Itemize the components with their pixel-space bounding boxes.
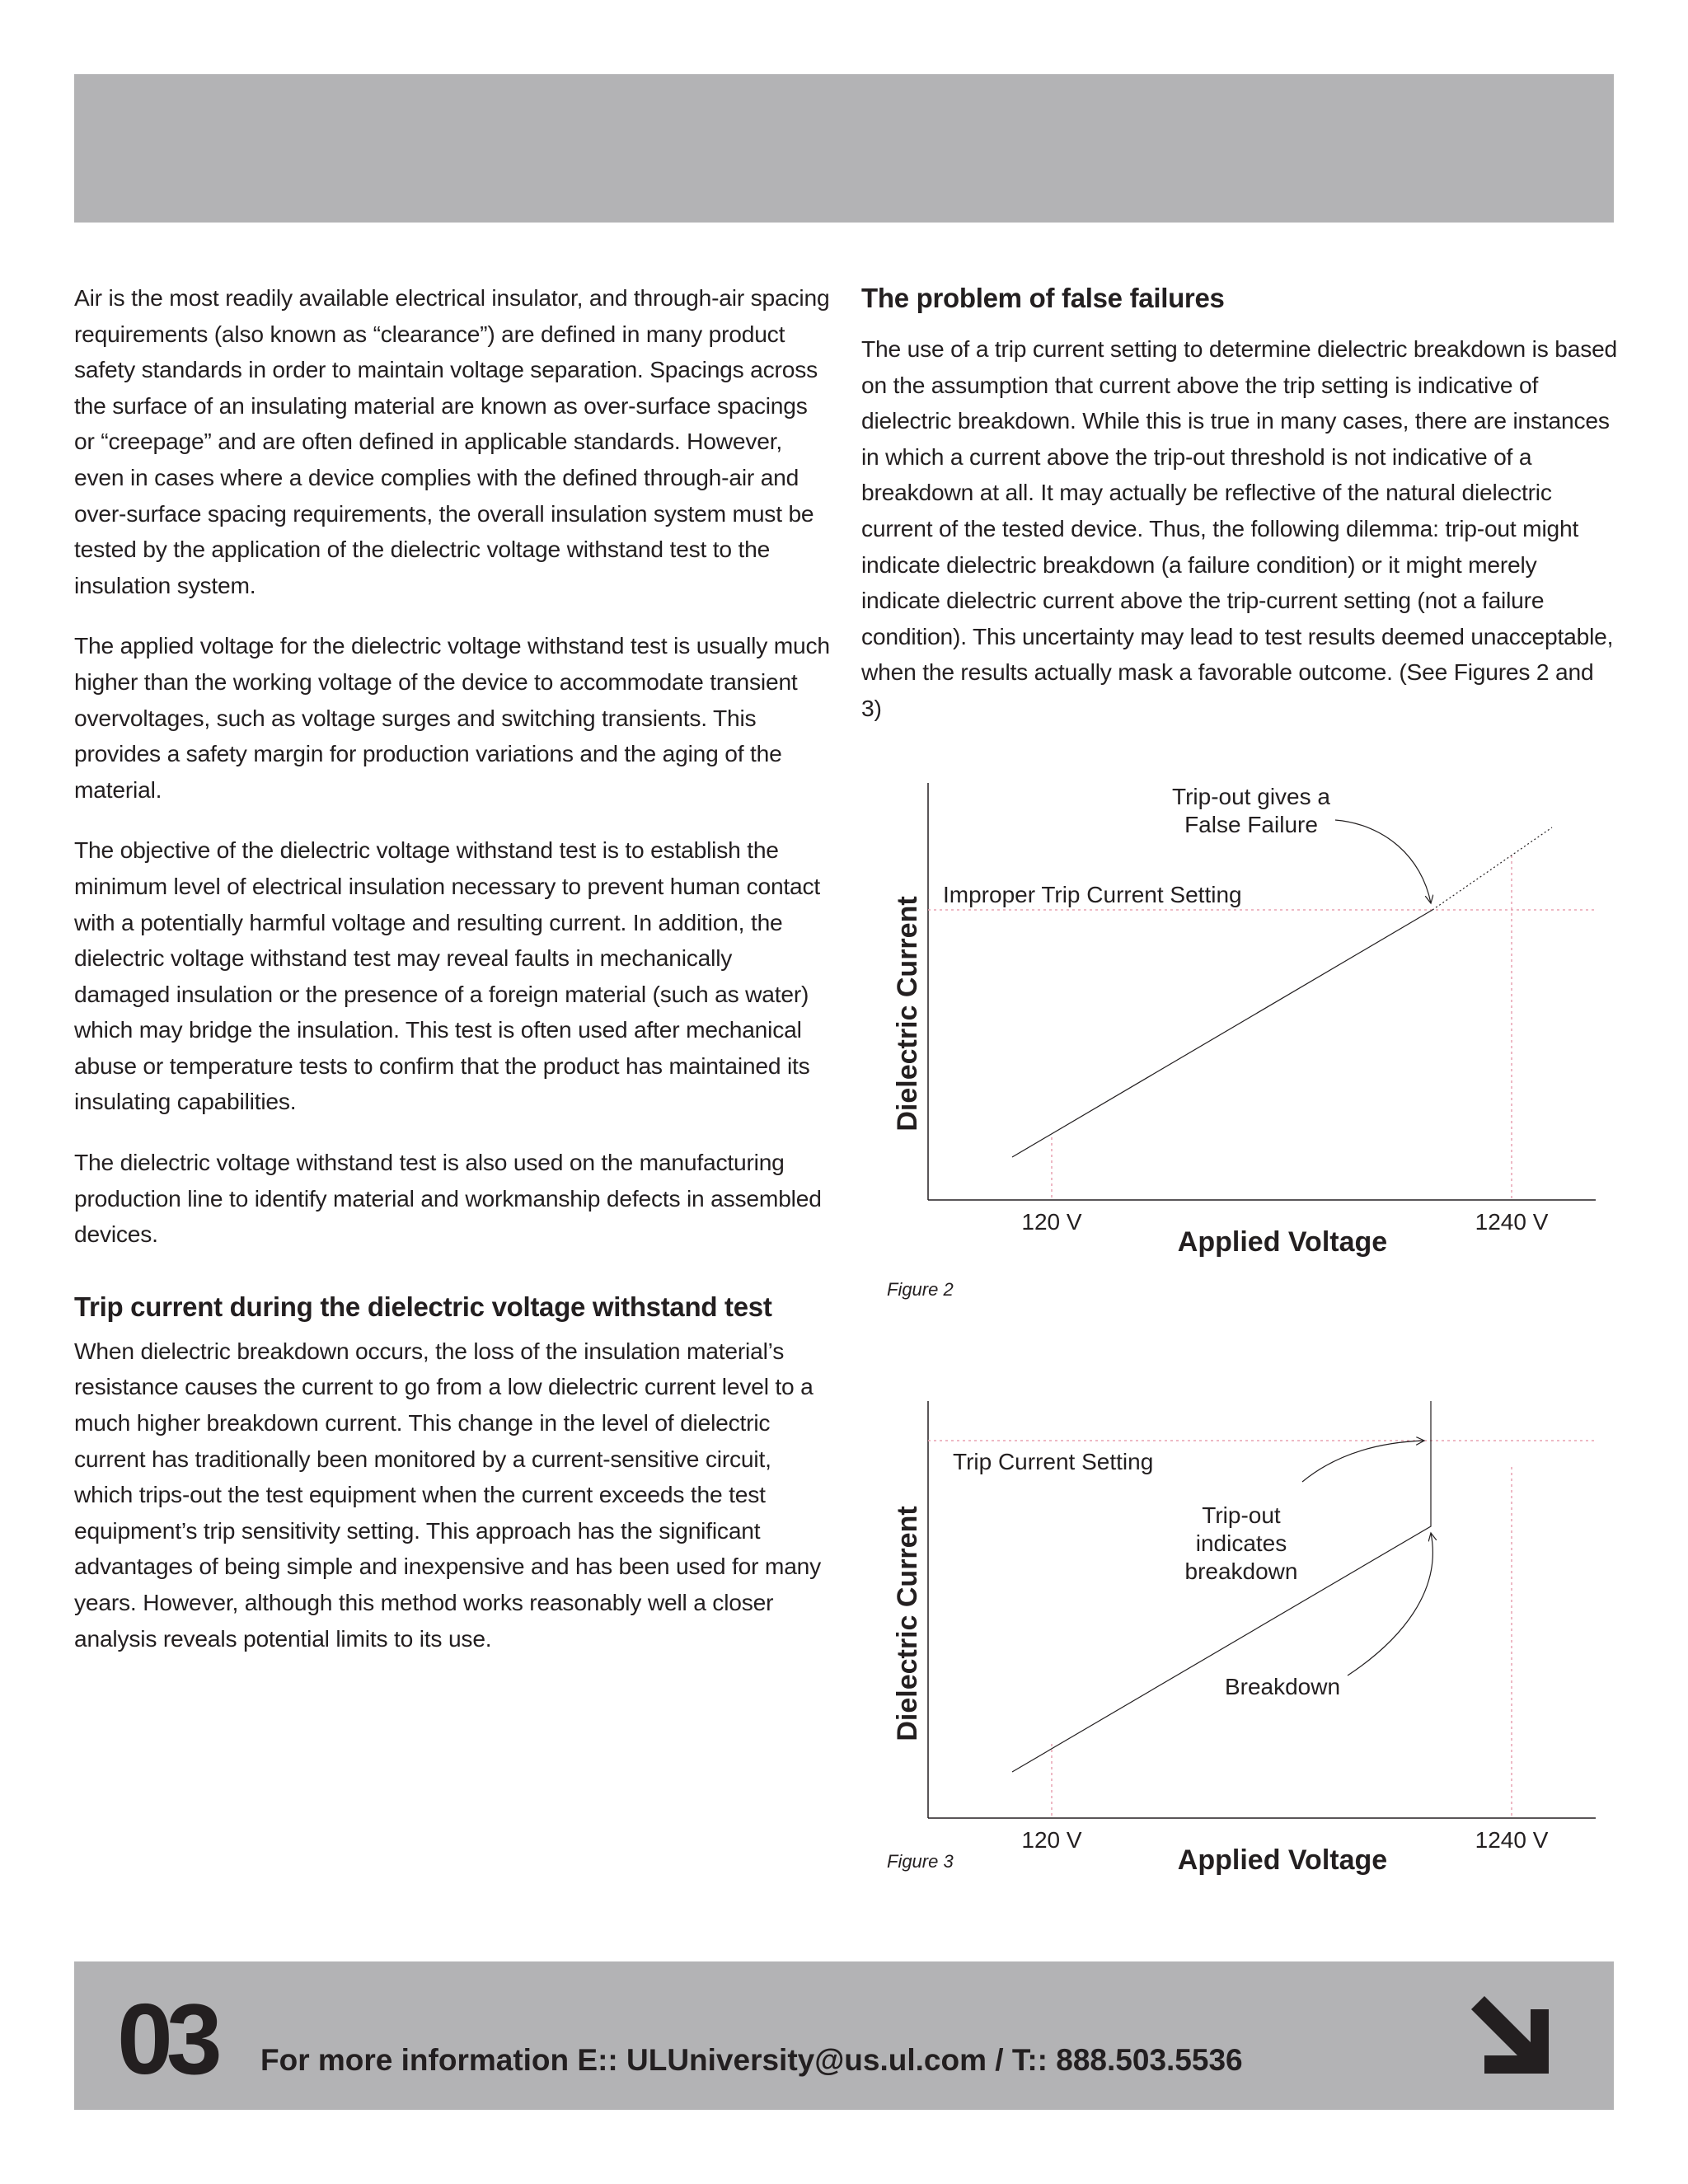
- contact-info: For more information E:: ULUniversity@us.ul.com / T:: 888.503.5536: [260, 2043, 1243, 2077]
- paragraph-false-failures: The use of a trip current setting to determine dielectric breakdown is based on the assumption that current above the trip setting is indicative of dielectric breakdown. While this is true in many cases, there are instances in which a current above the trip-out threshold is not indicative of a breakdown at all. It may actually be reflective of the natural dielectric current of the tested device. Thus, the following dilemma: trip-out might indicate dielectric breakdown (a failure condition) or it might merely indicate dielectric current above the trip-current setting (not a failure condition). This uncertainty may lead to test results deemed unacceptable, when the results actually mask a favorable outcome. (See Figures 2 and 3): [861, 335, 1618, 721]
- x-tick-120v: 120 V: [1021, 1827, 1082, 1853]
- section-heading-false-failures: The problem of false failures: [861, 283, 1225, 313]
- arrow-down-right-icon: [1471, 1996, 1554, 2079]
- y-axis-label: Dielectric Current: [892, 1506, 923, 1741]
- y-axis-label: Dielectric Current: [892, 896, 923, 1132]
- paragraph-clearance: Air is the most readily available electrical insulator, and through-air spacing requirements (also known as “clearance”) are defined in many product safety standards in order to maintain voltage separation. Spacings across the surface of an insulating material are known as over-surface spacings or “creepage” and are often defined in applicable standards. However, even in cases where a device complies with the defined through-air and over-surface spacing requirements, the overall insulation system must be tested by the application of the dielectric voltage withstand test to the insulation system.: [74, 284, 830, 598]
- left-column: [74, 280, 832, 1657]
- annotation-line-3: breakdown: [1184, 1558, 1298, 1584]
- figure-3-chart: [874, 1385, 1615, 1879]
- figure-caption: Figure 2: [887, 1279, 954, 1300]
- paragraph-applied-voltage: The applied voltage for the dielectric voltage withstand test is usually much higher than the working voltage of the device to accommodate transient overvoltages, such as voltage surges and switching transients. This provides a safety margin for production variations and the aging of the material.: [74, 632, 830, 803]
- annotation-line-2: False Failure: [1184, 812, 1318, 837]
- figure-2-chart: [874, 766, 1615, 1310]
- header-band: [74, 74, 1614, 223]
- dielectric-current-line: [1012, 910, 1432, 1157]
- section-heading-trip-current: Trip current during the dielectric voltage withstand test: [74, 1291, 772, 1322]
- right-column: [861, 280, 1620, 727]
- annotation-line-1: Trip-out gives a: [1172, 784, 1330, 809]
- threshold-label: Improper Trip Current Setting: [943, 882, 1242, 907]
- threshold-label: Trip Current Setting: [953, 1449, 1154, 1474]
- trip-out-arrow: [1302, 1441, 1424, 1482]
- breakdown-arrow: [1348, 1533, 1432, 1675]
- x-tick-120v: 120 V: [1021, 1209, 1082, 1235]
- x-tick-1240v: 1240 V: [1475, 1209, 1549, 1235]
- figure-caption: Figure 3: [887, 1851, 954, 1872]
- annotation-line-2: indicates: [1195, 1530, 1287, 1556]
- footer-band: [74, 1961, 1614, 2110]
- x-axis-label: Applied Voltage: [1177, 1844, 1388, 1876]
- page-number: 03: [117, 1983, 216, 2095]
- paragraph-trip-current: When dielectric breakdown occurs, the loss of the insulation material’s resistance causes the current to go from a low dielectric current level to a much higher breakdown current. This change in the level of dielectric current has traditionally been monitored by a current-sensitive circuit, which trips-out the test equipment when the current exceeds the test equipment’s trip sensitivity setting. This approach has the significant advantages of being simple and inexpensive and has been used for many years. However, although this method works reasonably well a closer analysis reveals potential limits to its use.: [74, 1337, 822, 1652]
- breakdown-label: Breakdown: [1224, 1674, 1341, 1699]
- paragraph-objective: The objective of the dielectric voltage withstand test is to establish the minimum level of electrical insulation necessary to prevent human contact with a potentially harmful voltage and resulting current. In addition, the dielectric voltage withstand test may reveal faults in mechanically damaged insulation or the presence of a foreign material (such as water) which may bridge the insulation. This test is often used after mechanical abuse or temperature tests to confirm that the product has maintained its insulating capabilities.: [74, 837, 821, 1115]
- paragraph-production-line: The dielectric voltage withstand test is also used on the manufacturing production line to identify material and workmanship defects in assembled devices.: [74, 1149, 822, 1248]
- x-tick-1240v: 1240 V: [1475, 1827, 1549, 1853]
- dielectric-current-extension: [1432, 827, 1552, 910]
- annotation-line-1: Trip-out: [1202, 1502, 1281, 1528]
- x-axis-label: Applied Voltage: [1177, 1226, 1388, 1258]
- annotation-arrow: [1335, 820, 1431, 903]
